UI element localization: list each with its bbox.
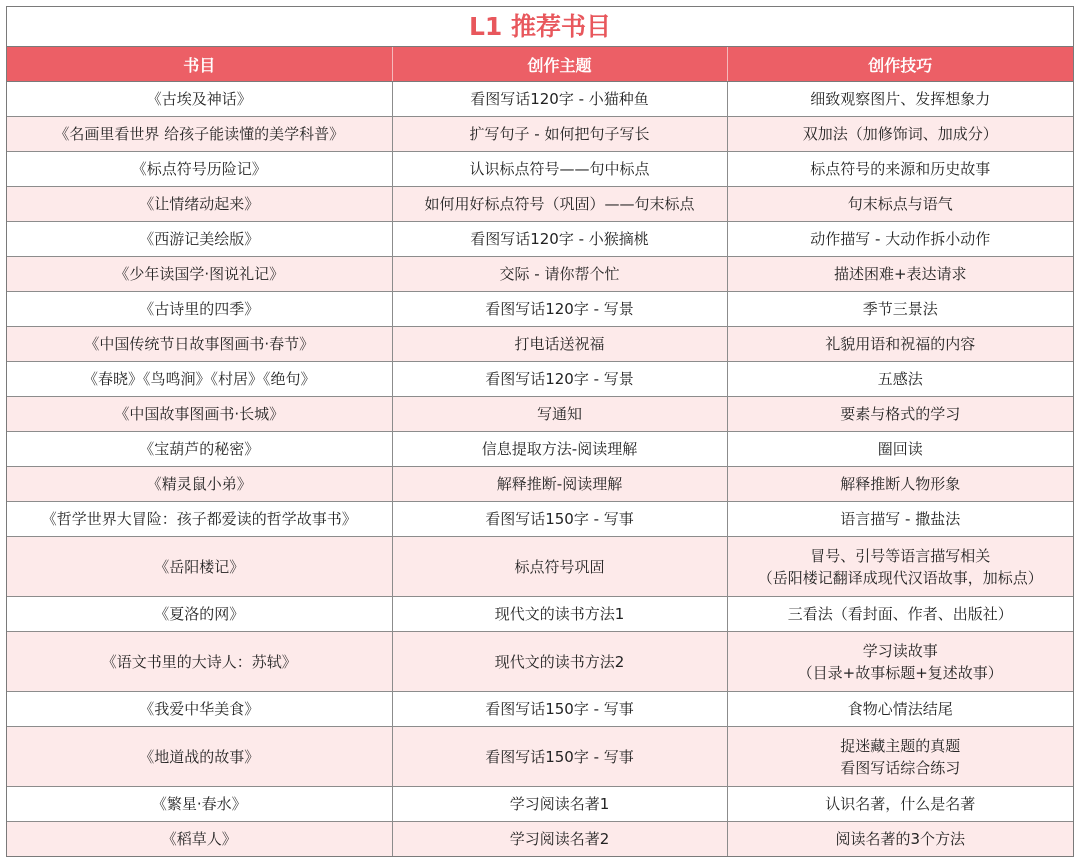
table-row [7,222,1073,257]
cell-theme: 看图写话150字 - 写事 [392,692,727,727]
cell-book: 《繁星·春水》 [7,787,392,822]
sheet-title: L1 推荐书目 [7,7,1073,47]
table-row [7,467,1073,502]
cell-skill: 三看法（看封面、作者、出版社） [727,597,1073,632]
cell-book: 《地道战的故事》 [7,727,392,787]
cell-theme: 看图写话120字 - 小猴摘桃 [392,222,727,257]
table-row [7,117,1073,152]
cell-book: 《名画里看世界 给孩子能读懂的美学科普》 [7,117,392,152]
table-row [7,727,1073,787]
cell-theme: 看图写话120字 - 小猫种鱼 [392,82,727,117]
cell-skill: 季节三景法 [727,292,1073,327]
cell-skill: 双加法（加修饰词、加成分） [727,117,1073,152]
table-row [7,597,1073,632]
cell-skill: 语言描写 - 撒盐法 [727,502,1073,537]
cell-skill: 礼貌用语和祝福的内容 [727,327,1073,362]
cell-book: 《中国故事图画书·长城》 [7,397,392,432]
cell-book: 《中国传统节日故事图画书·春节》 [7,327,392,362]
cell-book: 《少年读国学·图说礼记》 [7,257,392,292]
table-row [7,822,1073,857]
table-row [7,257,1073,292]
table-row [7,362,1073,397]
cell-theme: 认识标点符号——句中标点 [392,152,727,187]
cell-skill: 动作描写 - 大动作拆小动作 [727,222,1073,257]
cell-skill: 学习读故事 （目录+故事标题+复述故事） [727,632,1073,692]
cell-theme: 学习阅读名著1 [392,787,727,822]
cell-book: 《语文书里的大诗人：苏轼》 [7,632,392,692]
cell-skill: 要素与格式的学习 [727,397,1073,432]
cell-skill: 冒号、引号等语言描写相关 （岳阳楼记翻译成现代汉语故事，加标点） [727,537,1073,597]
cell-theme: 看图写话150字 - 写事 [392,727,727,787]
cell-book: 《宝葫芦的秘密》 [7,432,392,467]
cell-theme: 看图写话150字 - 写事 [392,502,727,537]
cell-theme: 如何用好标点符号（巩固）——句末标点 [392,187,727,222]
table-row [7,292,1073,327]
cell-theme: 扩写句子 - 如何把句子写长 [392,117,727,152]
table-row [7,397,1073,432]
cell-skill: 句末标点与语气 [727,187,1073,222]
cell-book: 《精灵鼠小弟》 [7,467,392,502]
cell-book: 《古诗里的四季》 [7,292,392,327]
cell-skill: 捉迷藏主题的真题 看图写话综合练习 [727,727,1073,787]
cell-skill: 解释推断人物形象 [727,467,1073,502]
table-row [7,632,1073,692]
table-row [7,692,1073,727]
header-skill: 创作技巧 [727,47,1073,82]
cell-skill: 五感法 [727,362,1073,397]
cell-book: 《夏洛的网》 [7,597,392,632]
cell-book: 《我爱中华美食》 [7,692,392,727]
cell-theme: 写通知 [392,397,727,432]
cell-theme: 学习阅读名著2 [392,822,727,857]
table-row [7,82,1073,117]
cell-book: 《标点符号历险记》 [7,152,392,187]
cell-skill: 细致观察图片、发挥想象力 [727,82,1073,117]
cell-theme: 现代文的读书方法1 [392,597,727,632]
cell-book: 《岳阳楼记》 [7,537,392,597]
cell-theme: 现代文的读书方法2 [392,632,727,692]
table-row [7,787,1073,822]
book-list-sheet [6,6,1074,857]
header-theme: 创作主题 [392,47,727,82]
cell-skill: 描述困难+表达请求 [727,257,1073,292]
cell-theme: 看图写话120字 - 写景 [392,292,727,327]
table-row [7,432,1073,467]
cell-theme: 解释推断-阅读理解 [392,467,727,502]
cell-skill: 圈回读 [727,432,1073,467]
table-row [7,152,1073,187]
table-row [7,327,1073,362]
cell-book: 《哲学世界大冒险：孩子都爱读的哲学故事书》 [7,502,392,537]
table-row [7,502,1073,537]
cell-theme: 信息提取方法-阅读理解 [392,432,727,467]
cell-theme: 打电话送祝福 [392,327,727,362]
cell-skill: 食物心情法结尾 [727,692,1073,727]
cell-book: 《古埃及神话》 [7,82,392,117]
table-row [7,537,1073,597]
book-table [7,47,1073,856]
cell-book: 《让情绪动起来》 [7,187,392,222]
header-book: 书目 [7,47,392,82]
cell-skill: 认识名著，什么是名著 [727,787,1073,822]
cell-skill: 标点符号的来源和历史故事 [727,152,1073,187]
cell-theme: 交际 - 请你帮个忙 [392,257,727,292]
cell-theme: 标点符号巩固 [392,537,727,597]
cell-theme: 看图写话120字 - 写景 [392,362,727,397]
cell-book: 《西游记美绘版》 [7,222,392,257]
cell-skill: 阅读名著的3个方法 [727,822,1073,857]
cell-book: 《稻草人》 [7,822,392,857]
header-row [7,47,1073,82]
cell-book: 《春晓》《鸟鸣涧》《村居》《绝句》 [7,362,392,397]
table-row [7,187,1073,222]
